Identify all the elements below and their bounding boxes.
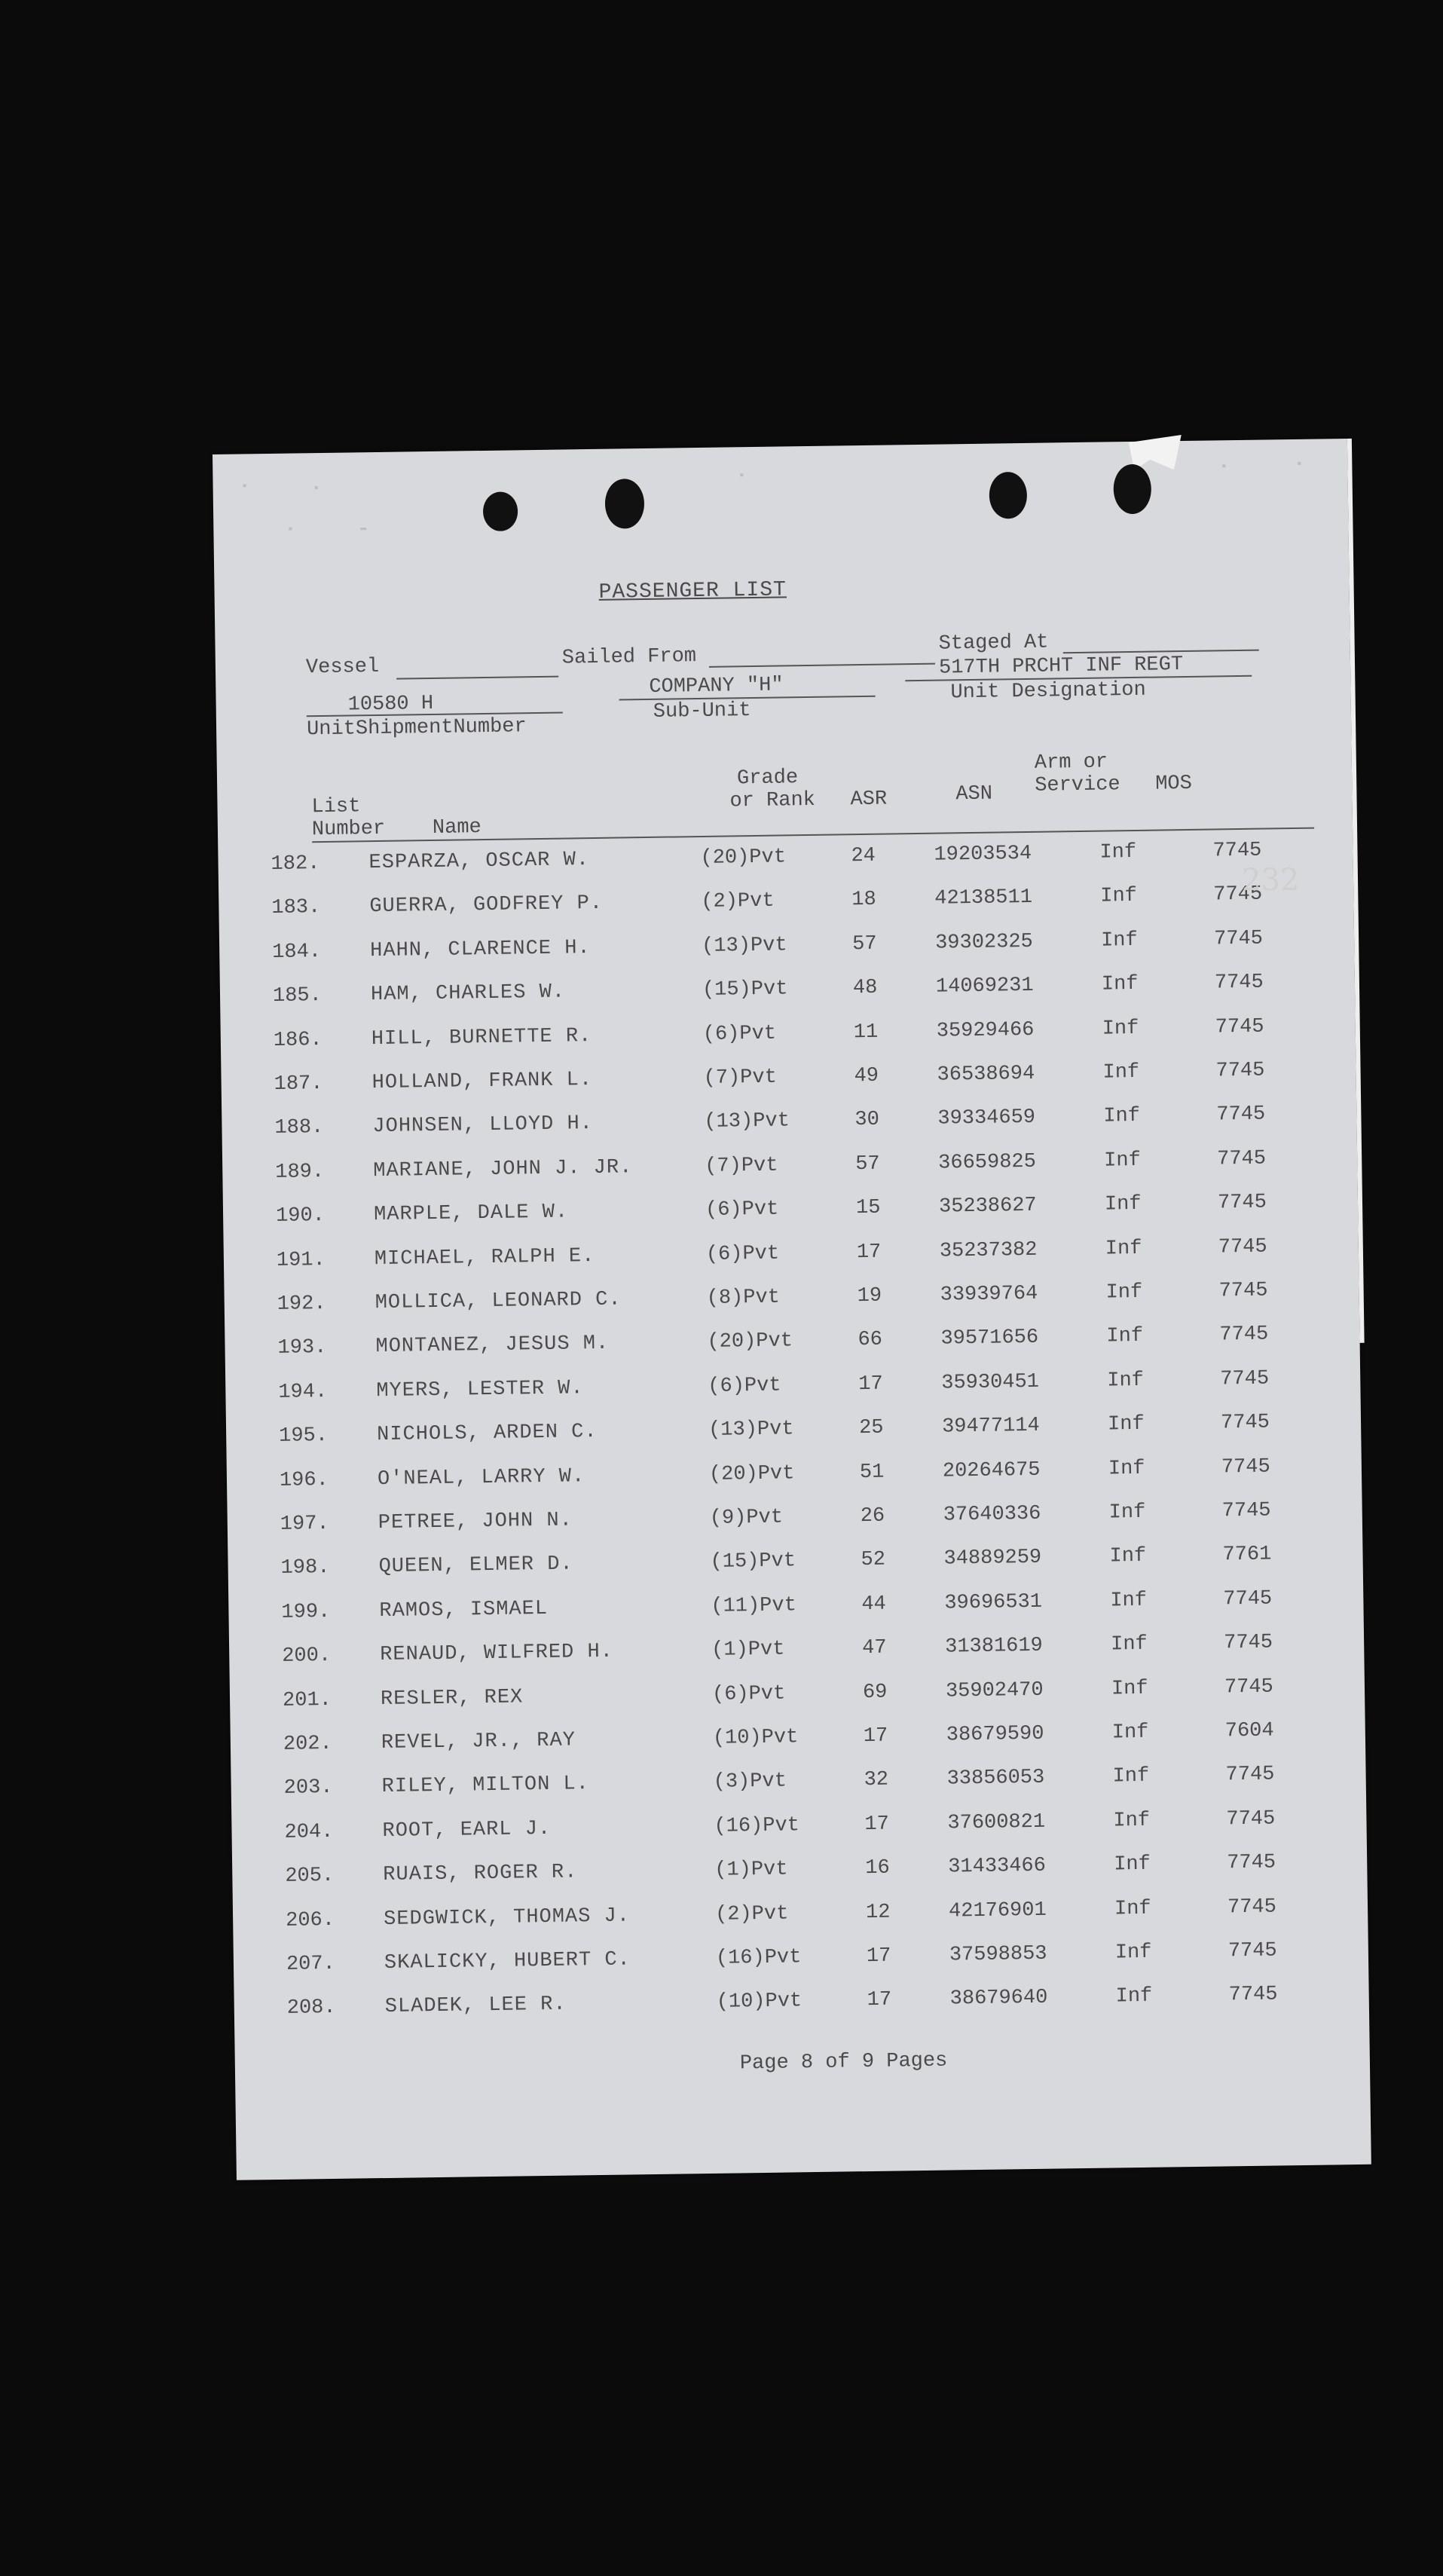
arm-service: Inf	[1110, 1633, 1148, 1657]
asn-value: 39302325	[934, 930, 1033, 955]
speck	[1298, 462, 1301, 465]
grade-rank: (9)Pvt	[709, 1506, 784, 1530]
asn-value: 33856053	[946, 1767, 1045, 1791]
passenger-name: MYERS, LESTER W.	[376, 1377, 584, 1403]
asn-value: 35238627	[938, 1195, 1037, 1219]
grade-rank: (7)Pvt	[703, 1066, 778, 1090]
punch-hole	[989, 472, 1027, 519]
asr-value: 25	[858, 1416, 884, 1440]
asn-value: 39696531	[944, 1590, 1043, 1615]
passenger-name: RESLER, REX	[380, 1685, 524, 1711]
mos-code: 7745	[1221, 1499, 1271, 1523]
mos-code: 7745	[1218, 1279, 1268, 1303]
list-number: 202.	[283, 1732, 332, 1756]
arm-service: Inf	[1102, 1017, 1139, 1041]
mos-code: 7745	[1220, 1367, 1270, 1391]
arm-service: Inf	[1113, 1809, 1151, 1833]
arm-service: Inf	[1106, 1325, 1144, 1348]
punch-hole	[483, 491, 518, 531]
asn-value: 39334659	[937, 1106, 1036, 1131]
arm-service: Inf	[1100, 885, 1138, 908]
mos-code: 7745	[1212, 839, 1262, 863]
mos-code: 7745	[1215, 1059, 1265, 1083]
asr-value: 24	[851, 844, 876, 868]
grade-rank: (6)Pvt	[702, 1022, 777, 1046]
grade-rank: (1)Pvt	[714, 1858, 788, 1883]
list-number: 197.	[280, 1512, 329, 1536]
mos-code: 7745	[1223, 1631, 1273, 1655]
col-header-name: Name	[432, 816, 482, 840]
arm-service: Inf	[1114, 1941, 1152, 1965]
speck	[740, 473, 743, 476]
punch-hole	[1113, 464, 1151, 515]
arm-service: Inf	[1102, 1060, 1140, 1085]
passenger-name: RAMOS, ISMAEL	[379, 1597, 549, 1623]
mos-code: 7745	[1216, 1103, 1266, 1127]
asn-value: 36659825	[938, 1150, 1037, 1175]
list-number: 185.	[272, 984, 323, 1008]
passenger-name: GUERRA, GODFREY P.	[369, 892, 604, 919]
arm-service: Inf	[1115, 1985, 1153, 2008]
grade-rank: (20)Pvt	[707, 1329, 793, 1354]
mos-code: 7745	[1216, 1147, 1267, 1171]
asr-value: 44	[861, 1592, 887, 1616]
arm-service: Inf	[1110, 1589, 1148, 1613]
arm-service: Inf	[1111, 1721, 1149, 1745]
list-number: 195.	[278, 1424, 329, 1449]
passenger-name: MARPLE, DALE W.	[373, 1201, 569, 1227]
passenger-name: REVEL, JR., RAY	[381, 1729, 576, 1755]
passenger-list-page	[212, 439, 1371, 2180]
asr-value: 69	[862, 1681, 888, 1704]
grade-rank: (13)Pvt	[701, 934, 787, 958]
asr-value: 32	[864, 1769, 889, 1792]
passenger-name: O'NEAL, LARRY W.	[377, 1464, 585, 1491]
list-number: 182.	[271, 852, 320, 876]
col-header-asn: ASN	[955, 782, 993, 806]
mos-code: 7745	[1221, 1455, 1270, 1479]
mos-code: 7745	[1227, 1851, 1276, 1875]
asn-value: 35930451	[941, 1370, 1040, 1395]
col-header-arm-or: Arm or	[1034, 751, 1108, 775]
asr-value: 17	[856, 1241, 882, 1264]
asr-value: 16	[865, 1856, 890, 1880]
list-number: 193.	[277, 1336, 327, 1360]
grade-rank: (3)Pvt	[713, 1770, 787, 1794]
grade-rank: (1)Pvt	[711, 1638, 785, 1663]
speck	[315, 486, 318, 489]
asn-value: 35902470	[945, 1678, 1044, 1703]
mos-code: 7745	[1223, 1587, 1273, 1611]
grade-rank: (13)Pvt	[704, 1109, 790, 1134]
arm-service: Inf	[1108, 1457, 1145, 1481]
asr-value: 11	[853, 1020, 879, 1044]
arm-service: Inf	[1107, 1369, 1145, 1393]
mos-code: 7745	[1226, 1807, 1276, 1831]
staged-at-label: Staged At	[938, 631, 1049, 656]
mos-code: 7745	[1214, 971, 1264, 995]
grade-rank: (15)Pvt	[710, 1550, 796, 1574]
mos-code: 7604	[1224, 1719, 1274, 1743]
list-number: 190.	[275, 1204, 326, 1228]
asr-value: 12	[865, 1901, 891, 1924]
unit-designation-label: Unit Designation	[950, 678, 1146, 705]
passenger-name: MICHAEL, RALPH E.	[374, 1244, 595, 1271]
speck	[243, 484, 246, 487]
staged-at-field-line	[1063, 650, 1259, 654]
mos-code: 7745	[1224, 1675, 1273, 1699]
asn-value: 20264675	[942, 1458, 1041, 1483]
passenger-name: QUEEN, ELMER D.	[378, 1553, 573, 1579]
side-stamp: 232	[1242, 863, 1300, 898]
vessel-label: Vessel	[305, 655, 380, 680]
passenger-name: HOLLAND, FRANK L.	[371, 1069, 593, 1095]
passenger-name: NICHOLS, ARDEN C.	[376, 1421, 598, 1447]
col-header-asr: ASR	[850, 788, 888, 812]
list-number: 186.	[273, 1028, 323, 1052]
speck	[360, 528, 366, 530]
asn-value: 19203534	[934, 842, 1032, 867]
unit-shipment-number-value: 10580 H	[347, 692, 434, 717]
arm-service: Inf	[1114, 1852, 1151, 1877]
asr-value: 17	[864, 1813, 890, 1836]
passenger-name: RUAIS, ROGER R.	[383, 1861, 578, 1887]
asn-value: 31381619	[944, 1634, 1044, 1659]
asr-value: 17	[866, 1944, 891, 1969]
passenger-name: MARIANE, JOHN J. JR.	[373, 1156, 633, 1182]
asr-value: 57	[855, 1152, 880, 1176]
grade-rank: (6)Pvt	[708, 1374, 781, 1398]
grade-rank: (10)Pvt	[712, 1726, 799, 1750]
asr-value: 19	[857, 1284, 882, 1308]
asr-value: 49	[854, 1064, 879, 1088]
arm-service: Inf	[1105, 1280, 1143, 1305]
asn-value: 35929466	[936, 1018, 1035, 1043]
asn-value: 36538694	[937, 1062, 1035, 1087]
arm-service: Inf	[1103, 1149, 1142, 1173]
mos-code: 7745	[1227, 1895, 1277, 1919]
grade-rank: (11)Pvt	[711, 1594, 797, 1618]
passenger-name: SEDGWICK, THOMAS J.	[383, 1904, 631, 1931]
arm-service: Inf	[1104, 1193, 1142, 1216]
grade-rank: (2)Pvt	[701, 890, 775, 914]
list-number: 203.	[283, 1776, 333, 1800]
passenger-name: PETREE, JOHN N.	[378, 1509, 573, 1535]
col-header-or-rank: or Rank	[729, 788, 816, 813]
asn-value: 37640336	[943, 1502, 1041, 1527]
mos-code: 7761	[1222, 1543, 1272, 1567]
passenger-name: JOHNSEN, LLOYD H.	[372, 1112, 594, 1139]
list-number: 199.	[281, 1600, 331, 1624]
punch-hole	[605, 479, 645, 529]
grade-rank: (2)Pvt	[714, 1902, 789, 1926]
col-header-service: Service	[1035, 773, 1120, 797]
unit-shipment-number-label: UnitShipmentNumber	[306, 715, 527, 742]
passenger-name: HILL, BURNETTE R.	[371, 1024, 592, 1051]
passenger-name: SLADEK, LEE R.	[384, 1993, 567, 2019]
asn-value: 42138511	[934, 886, 1033, 911]
asr-value: 26	[860, 1504, 885, 1528]
asn-value: 37600821	[947, 1810, 1046, 1835]
mos-code: 7745	[1213, 927, 1264, 951]
arm-service: Inf	[1108, 1501, 1146, 1525]
asr-value: 17	[858, 1372, 883, 1396]
arm-service: Inf	[1112, 1765, 1150, 1788]
asr-value: 57	[851, 932, 877, 956]
arm-service: Inf	[1107, 1413, 1145, 1436]
asr-value: 48	[852, 976, 878, 1000]
list-number: 191.	[276, 1248, 326, 1272]
arm-service: Inf	[1111, 1677, 1148, 1701]
list-number: 198.	[280, 1556, 330, 1580]
sailed-from-label: Sailed From	[561, 645, 697, 670]
list-number: 183.	[271, 896, 321, 920]
grade-rank: (6)Pvt	[711, 1682, 786, 1706]
grade-rank: (16)Pvt	[714, 1814, 800, 1838]
list-number: 196.	[279, 1468, 329, 1492]
passenger-name: HAHN, CLARENCE H.	[370, 936, 591, 962]
grade-rank: (15)Pvt	[702, 977, 788, 1002]
asn-value: 35237382	[939, 1238, 1038, 1263]
grade-rank: (6)Pvt	[705, 1242, 780, 1266]
list-number: 187.	[274, 1072, 323, 1096]
passenger-name: ESPARZA, OSCAR W.	[368, 849, 590, 875]
asn-value: 38679640	[949, 1987, 1048, 2011]
mos-code: 7745	[1220, 1411, 1270, 1435]
passenger-name: MONTANEZ, JESUS M.	[375, 1332, 610, 1359]
mos-code: 7745	[1228, 1983, 1278, 2007]
sailed-from-field-line	[709, 663, 935, 668]
asr-value: 18	[851, 889, 876, 912]
asn-value: 37598853	[949, 1942, 1047, 1967]
asr-value: 17	[867, 1989, 892, 2012]
grade-rank: (20)Pvt	[700, 846, 787, 870]
list-number: 204.	[284, 1820, 334, 1844]
list-number: 192.	[277, 1293, 326, 1316]
list-number: 184.	[272, 940, 322, 964]
asr-value: 52	[861, 1549, 886, 1572]
arm-service: Inf	[1109, 1545, 1147, 1568]
passenger-name: SKALICKY, HUBERT C.	[384, 1948, 631, 1975]
passenger-name: RENAUD, WILFRED H.	[380, 1640, 614, 1667]
asr-value: 17	[863, 1724, 888, 1748]
page-footer: Page 8 of 9 Pages	[739, 2049, 948, 2076]
grade-rank: (13)Pvt	[708, 1418, 794, 1442]
asn-value: 38679590	[946, 1722, 1044, 1747]
grade-rank: (8)Pvt	[706, 1286, 781, 1310]
mos-code: 7745	[1213, 883, 1263, 907]
list-number: 189.	[275, 1160, 325, 1184]
list-number: 188.	[274, 1116, 324, 1140]
mos-code: 7745	[1217, 1191, 1267, 1215]
asr-value: 15	[855, 1196, 881, 1220]
asn-value: 14069231	[935, 974, 1034, 999]
list-number: 194.	[278, 1380, 328, 1404]
speck	[289, 528, 292, 531]
col-header-number: Number	[311, 817, 386, 842]
grade-rank: (7)Pvt	[705, 1154, 778, 1178]
asn-value: 39477114	[941, 1414, 1040, 1439]
arm-service: Inf	[1105, 1237, 1142, 1261]
grade-rank: (20)Pvt	[708, 1461, 795, 1486]
list-number: 208.	[286, 1996, 336, 2021]
asn-value: 42176901	[948, 1898, 1047, 1923]
col-header-mos: MOS	[1155, 772, 1193, 796]
arm-service: Inf	[1101, 973, 1139, 996]
passenger-name: MOLLICA, LEONARD C.	[375, 1288, 622, 1315]
arm-service: Inf	[1100, 929, 1138, 953]
list-number: 207.	[286, 1952, 336, 1976]
mos-code: 7745	[1218, 1235, 1267, 1259]
asn-value: 31433466	[948, 1854, 1047, 1879]
asn-value: 33939764	[940, 1282, 1038, 1307]
passenger-name: HAM, CHARLES W.	[370, 981, 566, 1007]
asr-value: 47	[861, 1636, 887, 1660]
sub-unit-value: COMPANY "H"	[649, 674, 784, 699]
list-number: 206.	[285, 1908, 335, 1932]
asr-value: 30	[854, 1109, 880, 1132]
list-number: 200.	[282, 1644, 332, 1669]
mos-code: 7745	[1219, 1323, 1269, 1347]
asn-value: 34889259	[943, 1547, 1042, 1571]
unit-designation-value: 517TH PRCHT INF REGT	[938, 653, 1184, 680]
sub-unit-label: Sub-Unit	[653, 699, 751, 724]
arm-service: Inf	[1099, 840, 1137, 864]
col-header-grade: Grade	[736, 766, 799, 791]
grade-rank: (10)Pvt	[716, 1990, 803, 2015]
mos-code: 7745	[1225, 1763, 1275, 1787]
mos-code: 7745	[1227, 1939, 1277, 1963]
list-number: 201.	[282, 1688, 332, 1712]
grade-rank: (6)Pvt	[705, 1198, 779, 1222]
grade-rank: (16)Pvt	[715, 1946, 802, 1970]
passenger-name: RILEY, MILTON L.	[381, 1773, 590, 1799]
mos-code: 7745	[1215, 1015, 1264, 1039]
list-number: 205.	[285, 1865, 335, 1889]
asn-value: 39571656	[940, 1326, 1039, 1351]
asr-value: 66	[858, 1329, 883, 1352]
arm-service: Inf	[1114, 1897, 1151, 1921]
passenger-name: ROOT, EARL J.	[382, 1817, 552, 1843]
speck	[1222, 464, 1225, 467]
asr-value: 51	[859, 1461, 885, 1484]
vessel-field-line	[396, 676, 558, 680]
arm-service: Inf	[1103, 1105, 1141, 1128]
document-title: PASSENGER LIST	[598, 578, 787, 604]
col-header-list: List	[311, 795, 361, 819]
